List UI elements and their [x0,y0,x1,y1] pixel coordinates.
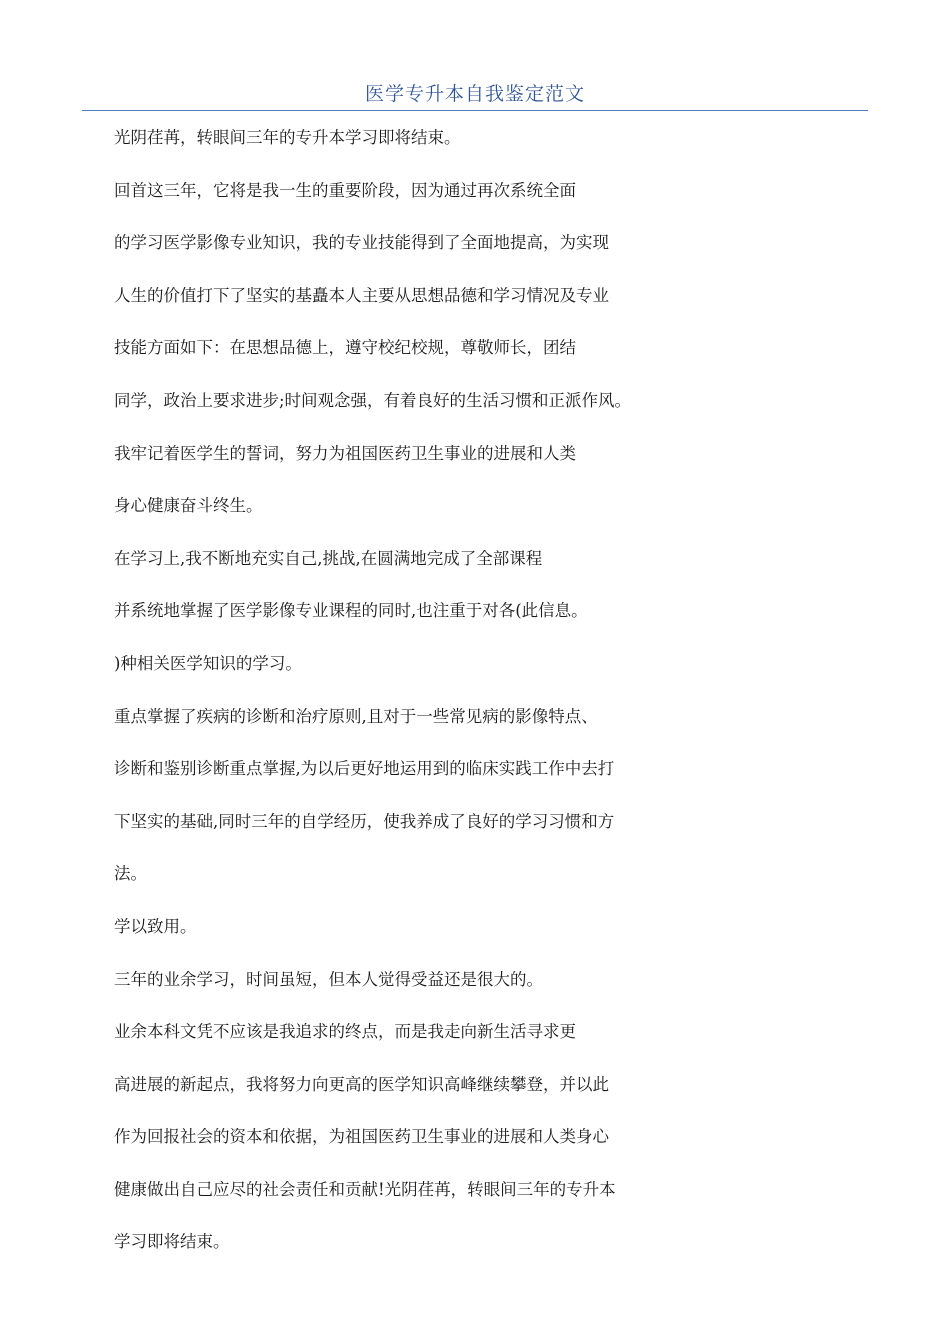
text-line: 学习即将结束。 [114,1232,230,1252]
text-line: 三年的业余学习，时间虽短，但本人觉得受益还是很大的。 [114,969,543,989]
text-line: 技能方面如下：在思想品德上，遵守校纪校规，尊敬师长，团结 [114,338,576,358]
text-line: )种相关医学知识的学习。 [114,653,302,673]
page-header [82,80,868,111]
text-line: 人生的价值打下了坚实的基矗本人主要从思想品德和学习情况及专业 [114,285,609,305]
text-line: 在学习上,我不断地充实自己,挑战,在圆满地完成了全部课程 [114,548,543,568]
text-line: 健康做出自己应尽的社会责任和贡献!光阴荏苒，转眼间三年的专升本 [114,1179,616,1199]
text-line: 高进展的新起点，我将努力向更高的医学知识高峰继续攀登，并以此 [114,1074,609,1094]
text-line: 下坚实的基础,同时三年的自学经历，使我养成了良好的学习习惯和方 [114,811,615,831]
text-line: 光阴荏苒，转眼间三年的专升本学习即将结束。 [114,128,461,147]
page-title: 医学专升本自我鉴定范文 [364,83,585,105]
text-line: 同学，政治上要求进步;时间观念强，有着良好的生活习惯和正派作风。 [114,390,632,410]
text-line: 并系统地掌握了医学影像专业课程的同时,也注重于对各(此信息。 [114,601,588,621]
text-line: 诊断和鉴别诊断重点掌握,为以后更好地运用到的临床实践工作中去打 [114,759,615,779]
text-line: 法。 [114,864,147,884]
text-line: 身心健康奋斗终生。 [114,496,263,516]
text-line: 作为回报社会的资本和依据，为祖国医药卫生事业的进展和人类身心 [114,1127,609,1147]
text-line: 回首这三年，它将是我一生的重要阶段，因为通过再次系统全面 [114,180,576,200]
text-line: 的学习医学影像专业知识，我的专业技能得到了全面地提高，为实现 [114,233,609,253]
text-line: 我牢记着医学生的誓词，努力为祖国医药卫生事业的进展和人类 [114,443,576,463]
text-line: 重点掌握了疾病的诊断和治疗原则,且对于一些常见病的影像特点、 [114,706,598,726]
text-line: 业余本科文凭不应该是我追求的终点，而是我走向新生活寻求更 [114,1022,576,1042]
text-line: 学以致用。 [114,916,197,936]
document-body [114,124,854,1281]
